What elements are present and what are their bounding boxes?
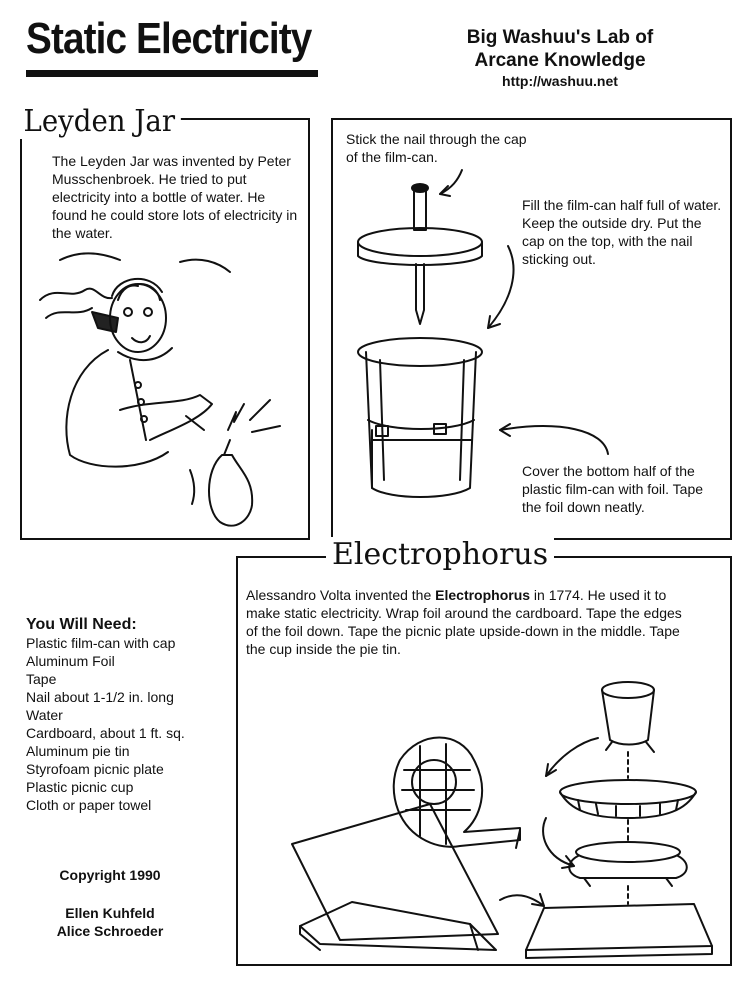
- step-fill-text: Fill the film-can half full of water. Keep the outside dry. Put the cap on the top, with the nail sticking out.: [522, 197, 722, 267]
- plate-illustration: [569, 842, 687, 904]
- materials-item: Cloth or paper towel: [26, 797, 152, 813]
- step-nail-text: Stick the nail through the cap of the film-can.: [346, 131, 527, 165]
- publisher-line-2: Arcane Knowledge: [474, 50, 646, 71]
- copyright-text: Copyright 1990: [59, 867, 161, 883]
- step-foil-text: Cover the bottom half of the plastic film-can with foil. Tape the foil down neatly.: [522, 463, 704, 515]
- film-can-cap-illustration: [358, 170, 514, 328]
- materials-item: Aluminum pie tin: [26, 743, 130, 759]
- leyden-jar-title: Leyden Jar: [18, 104, 181, 139]
- electrophorus-text-start: Alessandro Volta invented the: [246, 587, 436, 603]
- publisher-url[interactable]: http://washuu.net: [502, 73, 618, 89]
- electrophorus-title: Electrophorus: [326, 537, 554, 572]
- materials-item: Styrofoam picnic plate: [26, 761, 164, 777]
- pie-tin-illustration: [543, 780, 696, 868]
- electrophorus-text-end: in 1774. He used it to make static electricity. Wrap foil around the cardboard. Tape the edges of the foil down. Tape the picnic plate upside-down in the middle. Tape the cup inside the pie tin.: [246, 587, 682, 657]
- materials-item: Aluminum Foil: [26, 653, 115, 669]
- foil-cardboard-illustration: [526, 904, 712, 958]
- film-can-illustration: [358, 338, 608, 497]
- materials-item: Water: [26, 707, 63, 723]
- page-title: Static Electricity: [26, 14, 312, 63]
- materials-item: Cardboard, about 1 ft. sq.: [26, 725, 185, 741]
- leyden-jar-text: The Leyden Jar was invented by Peter Musschenbroek. He tried to put electricity into a bottle of water. He found he could store lots of electricity in the water.: [52, 153, 298, 241]
- scientist-illustration: [40, 253, 280, 525]
- tape-dispenser-illustration: [394, 738, 520, 849]
- materials-item: Plastic film-can with cap: [26, 635, 176, 651]
- author-1: Ellen Kuhfeld: [65, 905, 155, 921]
- materials-item: Nail about 1-1/2 in. long: [26, 689, 174, 705]
- cup-illustration: [546, 682, 654, 778]
- publisher-line-1: Big Washuu's Lab of: [466, 27, 654, 48]
- materials-item: Plastic picnic cup: [26, 779, 134, 795]
- electrophorus-text-bold: Electrophorus: [435, 587, 531, 603]
- materials-title: You Will Need:: [26, 616, 137, 633]
- materials-item: Tape: [26, 671, 57, 687]
- cardboard-illustration: [292, 804, 544, 950]
- author-2: Alice Schroeder: [56, 923, 164, 939]
